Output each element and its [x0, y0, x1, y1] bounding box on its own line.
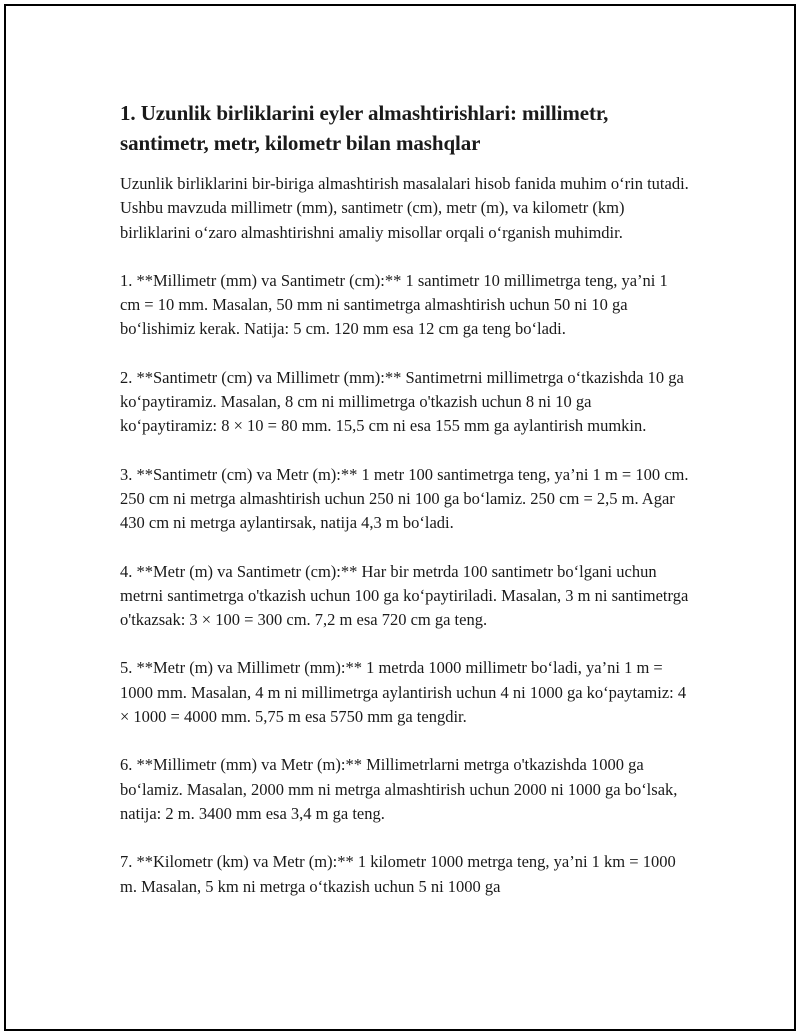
paragraph-m-to-cm: 4. **Metr (m) va Santimetr (cm):** Har bir metrda 100 santimetr boʻlgani uchun metrni santimetrga o'tkazish uchun 100 ga koʻpaytiriladi. Masalan, 3 m ni santimetrga o'tkazsak: 3 × 100 = 300 cm. 7,2 m esa 720 cm ga teng.: [120, 561, 689, 630]
paragraph-m-to-mm: 5. **Metr (m) va Millimetr (mm):** 1 metrda 1000 millimetr boʻladi, ya’ni 1 m = 1000 mm. Masalan, 4 m ni millimetrga aylantirish uchun 4 ni 1000 ga koʻpaytamiz: 4 × 1000 = 4000 mm. 5,75 m esa 5750 mm ga tengdir.: [120, 658, 687, 727]
paragraph-mm-to-cm: 1. **Millimetr (mm) va Santimetr (cm):** 1 santimetr 10 millimetrga teng, ya’ni 1 cm = 10 mm. Masalan, 50 mm ni santimetrga almashtirish uchun 50 ni 10 ga boʻlishimiz kerak. Natija: 5 cm. 120 mm esa 12 cm ga teng boʻladi.: [120, 270, 668, 339]
paragraph-mm-to-m: 6. **Millimetr (mm) va Metr (m):** Millimetrlarni metrga o'tkazishda 1000 ga boʻlamiz. Masalan, 2000 mm ni metrga almashtirish uchun 2000 ni 1000 ga boʻlsak, natija: 2 m. 3400 mm esa 3,4 m ga teng.: [120, 755, 678, 823]
document-body: [120, 98, 690, 923]
intro-paragraph: Uzunlik birliklarini bir-biriga almashtirish masalalari hisob fanida muhim oʻrin tutadi. Ushbu mavzuda millimetr (mm), santimetr (cm), metr (m), va kilometr (km) birliklarini oʻzaro almashtirishni amaliy misollar orqali oʻrganish muhimdir.: [120, 174, 689, 242]
paragraph-km-to-m: 7. **Kilometr (km) va Metr (m):** 1 kilometr 1000 metrga teng, ya’ni 1 km = 1000 m. Masalan, 5 km ni metrga oʻtkazish uchun 5 ni 1000 ga: [120, 852, 676, 896]
paragraph-cm-to-mm: 2. **Santimetr (cm) va Millimetr (mm):** Santimetrni millimetrga oʻtkazishda 10 ga koʻpaytiramiz. Masalan, 8 cm ni millimetrga o'tkazish uchun 8 ni 10 ga koʻpaytiramiz: 8 × 10 = 80 mm. 15,5 cm ni esa 155 mm ga aylantirish mumkin.: [120, 367, 684, 436]
page-frame: [4, 4, 796, 1031]
document-title: 1. Uzunlik birliklarini eyler almashtirishlari: millimetr, santimetr, metr, kilometr bilan mashqlar: [120, 101, 609, 155]
paragraph-cm-to-m: 3. **Santimetr (cm) va Metr (m):** 1 metr 100 santimetrga teng, ya’ni 1 m = 100 cm. 250 cm ni metrga almashtirish uchun 250 ni 100 ga boʻlamiz. 250 cm = 2,5 m. Agar 430 cm ni metrga aylantirsak, natija 4,3 m boʻladi.: [120, 464, 689, 533]
